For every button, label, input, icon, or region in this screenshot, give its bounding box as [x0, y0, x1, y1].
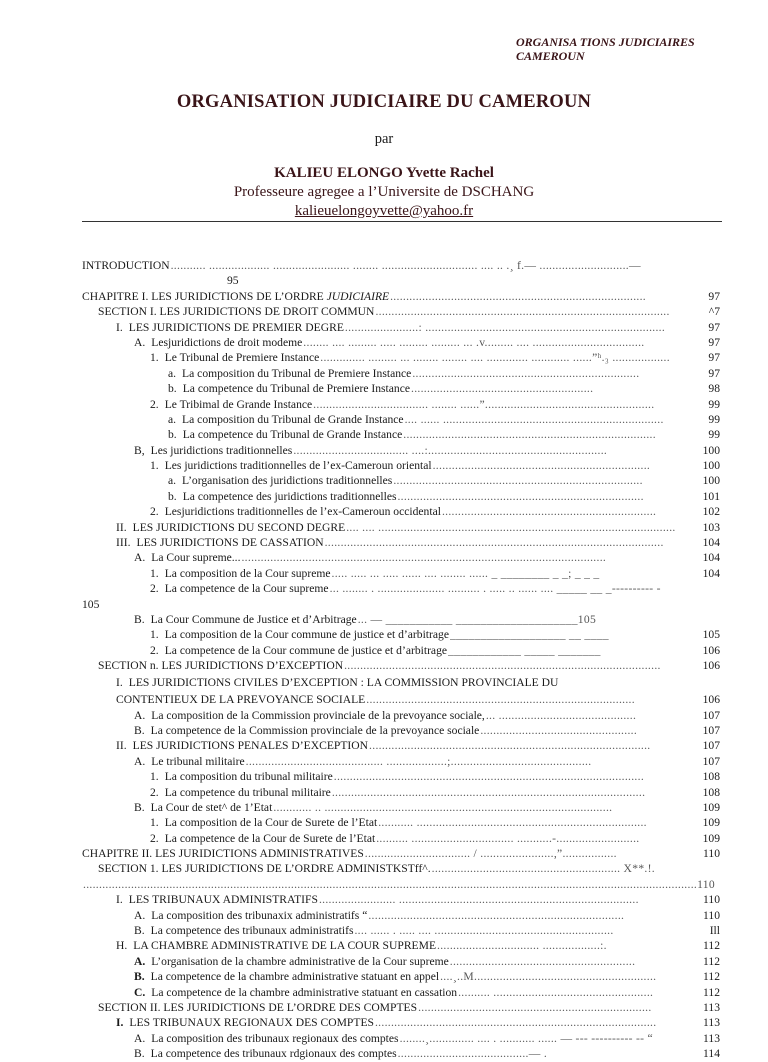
toc-entry-text: 95: [227, 274, 239, 288]
toc-entry[interactable]: [82, 1031, 722, 1046]
toc-entry-text: Le Tribunal de Premiere Instance: [164, 351, 320, 365]
toc-entry-text: La competence des juridictions traditionnelles: [182, 489, 397, 503]
toc-entry-leader: ................................................................................: [368, 908, 625, 922]
toc-entry-text: CONTENTIEUX DE LA PREVOYANCE SOCIALE: [116, 692, 366, 706]
toc-entry-text: LES TRIBUNAUX REGIONAUX DES COMPTES: [129, 1016, 374, 1030]
toc-entry-number: A.: [134, 335, 146, 349]
toc-entry-leader: .......................: ...........................................................................: [344, 320, 666, 334]
toc-entry[interactable]: [82, 800, 722, 815]
toc-entry[interactable]: [82, 427, 722, 442]
toc-entry-number: b.: [168, 382, 177, 396]
toc-entry[interactable]: [82, 581, 722, 596]
toc-entry-label: [134, 908, 367, 923]
toc-entry-number: A.: [134, 908, 146, 922]
toc-entry-leader: .......................................................................: [412, 366, 640, 380]
toc-entry-text: LA CHAMBRE ADMINISTRATIVE DE LA COUR SUPREME: [133, 939, 437, 953]
toc-entry[interactable]: [82, 320, 722, 335]
toc-entry-label: [134, 985, 457, 1000]
by-line: par: [374, 131, 394, 147]
toc-entry-label: [98, 304, 374, 319]
toc-entry-page: 97: [708, 351, 720, 365]
toc-entry-page: 113: [703, 1016, 720, 1030]
toc-entry-text: La competence des tribunaux administratifs: [150, 924, 354, 938]
toc-entry-text: L’organisation des juridictions traditionnelles: [182, 474, 393, 488]
toc-entry[interactable]: [82, 504, 722, 519]
toc-entry-text: La Cour de stet^ de 1’Etat: [150, 800, 273, 814]
toc-entry-text: LES TRIBUNAUX ADMINISTRATIFS: [128, 893, 318, 907]
toc-entry-text-italic: JUDICIAIRE: [326, 289, 390, 303]
toc-entry[interactable]: [82, 1015, 722, 1030]
toc-entry-text: La Cour supreme...: [151, 551, 241, 565]
toc-entry-text: La competence de la chambre administrative statuant en appel: [150, 970, 440, 984]
toc-entry[interactable]: [82, 473, 722, 488]
toc-entry-number: I.: [116, 675, 123, 689]
toc-entry[interactable]: [82, 769, 722, 784]
toc-entry-label: [168, 412, 404, 427]
toc-entry-label: [134, 923, 353, 938]
toc-entry[interactable]: [82, 785, 722, 800]
toc-entry-leader: ..................................................................................................................: [241, 551, 607, 565]
toc-entry[interactable]: [82, 643, 722, 658]
toc-entry-number: 2.: [150, 397, 159, 411]
toc-entry-text: LES JURIDICTIONS DE CASSATION: [136, 536, 324, 550]
toc-entry-page: 107: [702, 739, 720, 753]
toc-entry-text: La composition de la Commission provinciale de la prevoyance sociale,: [151, 708, 485, 722]
toc-entry-label: [134, 723, 479, 738]
toc-entry[interactable]: [82, 612, 722, 627]
toc-entry-page: 100: [702, 443, 720, 457]
toc-entry[interactable]: [82, 723, 722, 738]
toc-entry[interactable]: [82, 350, 722, 365]
toc-entry-leader: ........................................................................................: [374, 1016, 657, 1030]
toc-entry-page: 97: [708, 289, 720, 303]
toc-entry-number: b.: [168, 489, 177, 503]
toc-entry-leader: ..... ..... ... ..... ...... .... ........ ...... _ ________ _ _; _ _ _: [331, 566, 600, 580]
toc-entry-leader: .......... ..................................................: [458, 985, 654, 999]
toc-entry-label: [150, 350, 319, 365]
toc-entry[interactable]: [82, 908, 722, 923]
toc-entry[interactable]: [82, 566, 722, 581]
toc-entry[interactable]: [82, 366, 722, 381]
toc-entry-leader: ....................................................................: [432, 459, 651, 473]
toc-entry-page: Ill: [709, 924, 720, 938]
toc-entry-page: 99: [708, 397, 720, 411]
toc-entry-number: A.: [134, 754, 146, 768]
toc-entry-page: 113: [703, 1031, 720, 1045]
toc-entry-page: 102: [702, 505, 720, 519]
toc-entry[interactable]: [82, 1000, 722, 1015]
toc-entry-leader: .........................................................................: [418, 1000, 652, 1014]
toc-entry-label: [150, 458, 432, 473]
toc-entry-label: [168, 427, 402, 442]
toc-entry-leader: .........................................— .: [397, 1047, 548, 1061]
toc-entry[interactable]: [82, 550, 722, 565]
toc-entry[interactable]: [82, 861, 722, 876]
toc-entry-label: [150, 504, 441, 519]
toc-entry-text: INTRODUCTION: [82, 259, 170, 272]
toc-entry-label: [134, 708, 485, 723]
toc-entry[interactable]: [82, 1046, 722, 1061]
toc-entry-label: [134, 443, 292, 458]
toc-entry[interactable]: [82, 397, 722, 412]
toc-entry-label: [150, 769, 333, 784]
toc-entry-leader: ........................................................... X**.!.: [431, 862, 655, 876]
toc-entry-number: 1.: [150, 566, 159, 580]
toc-entry-number: H.: [116, 939, 128, 953]
toc-entry-label: [98, 861, 431, 876]
toc-entry-text: Lesjuridictions traditionnelles de l’ex-Cameroun occidental: [164, 505, 441, 519]
toc-entry-leader: .................................................: [480, 723, 638, 737]
toc-entry[interactable]: [82, 985, 722, 1000]
toc-entry-number: C.: [134, 985, 146, 999]
toc-entry-leader: ................................ ..................:.: [437, 939, 607, 953]
toc-entry-number: 2.: [150, 505, 159, 519]
toc-entry-number: A.: [134, 1031, 146, 1045]
toc-entry-text: La competence de la chambre administrative statuant en cassation: [151, 985, 458, 999]
toc-entry-text: LES JURIDICTIONS DU SECOND DEGRE: [132, 520, 346, 534]
toc-entry-number: II.: [116, 739, 127, 753]
toc-entry-page: 107: [702, 723, 720, 737]
toc-entry-page: 110: [703, 908, 720, 922]
toc-entry-leader: ...............................................................................: [403, 428, 656, 442]
toc-entry[interactable]: [82, 969, 722, 984]
toc-entry[interactable]: [82, 691, 722, 708]
toc-entry-text: La competence de la Cour commune de justice et d’arbitrage: [164, 643, 448, 657]
toc-entry-page: 113: [703, 1000, 720, 1014]
running-head-line2: CAMEROUN: [516, 49, 585, 63]
toc-entry-label: [150, 581, 329, 596]
toc-entry-number: 1.: [150, 628, 159, 642]
toc-entry-page: 103: [702, 520, 720, 534]
toc-entry-page: 109: [702, 831, 720, 845]
toc-entry-page: 100: [702, 474, 720, 488]
toc-entry-number: 1.: [150, 351, 159, 365]
toc-entry-leader: ____________ _____ _______: [448, 643, 601, 657]
toc-entry-label: [134, 612, 357, 627]
toc-entry-leader: ................................................................................: [390, 289, 646, 303]
toc-entry-label: [150, 785, 331, 800]
toc-entry-leader: ........¸.............. .... . ........... ...... — --- ---------- -- “: [399, 1031, 653, 1045]
toc-entry-number: A.: [134, 551, 146, 565]
toc-entry-label: [150, 815, 377, 830]
toc-entry-text: La composition de la Cour supreme: [164, 566, 331, 580]
toc-entry-text: Le Tribimal de Grande Instance: [164, 397, 313, 411]
toc-entry-leader: ...................................................................: [441, 505, 657, 519]
toc-entry-leader: ................................. / .......................,”.................: [364, 847, 617, 861]
toc-entry-number: I.: [116, 1016, 124, 1030]
toc-entry-leader: .............. ......... ... ........ ........ .... ............. ............ ......”ʰ.₃ ..................: [320, 351, 670, 365]
toc-entry[interactable]: [82, 273, 722, 288]
toc-entry-text: La competence de la Cour de Surete de l’Etat: [164, 831, 376, 845]
toc-entry-text: La composition de la Cour de Surete de l’Etat: [164, 816, 378, 830]
toc-entry[interactable]: [82, 892, 722, 907]
toc-entry-leader: ..........................................................................................................: [324, 536, 664, 550]
toc-entry[interactable]: [82, 381, 722, 396]
toc-entry-label: [134, 954, 449, 969]
toc-entry[interactable]: [82, 674, 722, 691]
toc-entry-label: [134, 969, 439, 984]
toc-entry-number: B.: [134, 970, 145, 984]
toc-entry-number: a.: [168, 366, 177, 380]
toc-entry-page: 99: [708, 428, 720, 442]
toc-entry-text: LES JURIDICTIONS DE PREMIER DEGRE: [128, 320, 344, 334]
toc-entry-leader: .................................................................................................: [333, 770, 645, 784]
toc-entry[interactable]: [82, 520, 722, 535]
toc-entry-page: 112: [703, 954, 720, 968]
toc-entry-leader: ............ .. ..........................................................................................: [273, 800, 613, 814]
toc-entry-text: 105: [82, 597, 100, 611]
toc-entry-number: a.: [168, 474, 177, 488]
toc-entry-page: 110: [703, 893, 720, 907]
toc-entry-leader: ..............................................................................: [393, 474, 643, 488]
toc-entry-text: Lesjuridictions de droit modeme: [151, 335, 303, 349]
toc-entry-text: SECTION 1. LES JURIDICTIONS DE L’ORDRE ADMINISTKSTff^.: [98, 862, 431, 876]
toc-entry-label: [116, 738, 368, 753]
toc-entry-label: [150, 643, 447, 658]
toc-entry-number: B.: [134, 1047, 145, 1061]
toc-entry-text: SECTION II. LES JURIDICTIONS DE L’ORDRE DES COMPTES: [98, 1000, 418, 1014]
toc-entry-number: B,: [134, 443, 145, 457]
toc-entry-label: [168, 366, 411, 381]
toc-entry-leader: ................................................................................................................................................................................................110: [83, 877, 715, 891]
toc-entry-page: 106: [702, 659, 720, 673]
toc-entry-leader: ............................................................................................: [375, 305, 670, 319]
toc-entry-number: 1.: [150, 816, 159, 830]
running-head: [516, 35, 695, 63]
toc-entry-number: I.: [116, 893, 123, 907]
toc-entry-leader: .............................................................................: [397, 489, 644, 503]
toc-entry-label: [116, 1015, 374, 1030]
title-divider: [82, 221, 722, 222]
toc-entry-leader: .... .... .............................................................................................: [346, 520, 676, 534]
toc-entry-page: 97: [708, 320, 720, 334]
toc-entry-page: 105: [702, 628, 720, 642]
toc-entry-number: a.: [168, 412, 177, 426]
toc-entry-text: La composition des tribunaux regionaux des comptes: [151, 1031, 399, 1045]
toc-entry-page: 107: [702, 708, 720, 722]
toc-entry-leader: ....¸..M.........................................................: [440, 970, 657, 984]
toc-entry-label: [116, 520, 345, 535]
toc-entry-leader: .......... ................................ ...........-..........................: [376, 831, 640, 845]
toc-entry-leader: ... ...........................................: [485, 708, 637, 722]
toc-entry-page: 109: [702, 816, 720, 830]
toc-entry-number: A.: [134, 954, 146, 968]
toc-entry-label: [116, 674, 558, 691]
toc-entry-leader: ........ .... ......... ..... ......... ......... ... .v......... .... ...................................: [303, 335, 645, 349]
toc-entry-label: [116, 535, 324, 550]
toc-entry-number: A.: [134, 708, 146, 722]
toc-entry[interactable]: [82, 489, 722, 504]
toc-entry-page: 107: [702, 754, 720, 768]
document-title: ORGANISATION JUDICIAIRE DU CAMEROUN: [176, 92, 592, 112]
toc-entry-page: 100: [702, 459, 720, 473]
author-affiliation: Professeure agregee a l’Universite de DSCHANG: [233, 184, 535, 200]
toc-entry-label: [150, 566, 331, 581]
toc-entry-text: La competence des tribunaux rdgionaux des comptes: [150, 1047, 397, 1061]
toc-entry-number: 1.: [150, 459, 159, 473]
toc-entry-number: 2.: [150, 643, 159, 657]
toc-entry-page: 106: [702, 692, 720, 706]
toc-entry-page: 99: [708, 412, 720, 426]
toc-entry-label: [82, 597, 99, 612]
toc-entry-text: La competence du tribunal militaire: [164, 785, 331, 799]
toc-entry-page: 106: [702, 643, 720, 657]
toc-entry-page: 108: [702, 785, 720, 799]
table-of-contents: [82, 258, 722, 1062]
toc-entry[interactable]: [82, 443, 722, 458]
toc-entry-page: 97: [708, 335, 720, 349]
toc-entry-leader: .................................... ....:........................................................: [293, 443, 608, 457]
toc-entry-number: B.: [134, 800, 145, 814]
toc-entry-page: 101: [702, 489, 720, 503]
toc-entry-number: I.: [116, 320, 123, 334]
toc-entry-label: [98, 658, 343, 673]
toc-entry[interactable]: [82, 597, 722, 612]
toc-entry-leader: ........................ ...........................................................................: [318, 893, 639, 907]
toc-entry-label: [134, 800, 272, 815]
toc-entry[interactable]: [82, 923, 722, 938]
toc-entry-label: [150, 831, 375, 846]
toc-entry[interactable]: [82, 627, 722, 642]
toc-entry-text: LES JURIDICTIONS CIVILES D’EXCEPTION : LA COMMISSION PROVINCIALE DU: [128, 675, 559, 689]
toc-entry-page: ^7: [708, 305, 720, 319]
toc-entry[interactable]: [82, 335, 722, 350]
toc-entry[interactable]: [82, 535, 722, 550]
toc-entry-label: [116, 938, 436, 953]
toc-entry-text: Les juridictions traditionnelles: [150, 443, 293, 457]
toc-entry-leader: ........... ................... ........................ ........ .............................. .... .. .¸ f.— ............................—: [170, 259, 641, 272]
toc-entry-text: LES JURIDICTIONS PENALES D’EXCEPTION: [132, 739, 369, 753]
author-email-link[interactable]: kalieuelongoyvette@yahoo.fr: [294, 203, 474, 219]
toc-entry-number: B.: [134, 612, 145, 626]
toc-entry[interactable]: [82, 846, 722, 861]
toc-entry-leader: ..................................................................................................: [331, 785, 646, 799]
toc-entry-text: SECTION n. LES JURIDICTIONS D’EXCEPTION: [98, 659, 344, 673]
toc-entry-text: La competence du Tribunal de Premiere Instance: [182, 382, 410, 396]
toc-entry-page: 109: [702, 800, 720, 814]
author-name: KALIEU ELONGO Yvette Rachel: [274, 165, 494, 181]
toc-entry-text: CHAPITRE I. LES JURIDICTIONS DE L’ORDRE: [82, 289, 327, 303]
toc-entry[interactable]: [82, 954, 722, 969]
toc-entry-label: [168, 381, 410, 396]
running-head-line1: ORGANISA TIONS JUDICIAIRES: [516, 35, 695, 49]
toc-entry-text: La competence du Tribunal de Grande Instance: [182, 428, 403, 442]
toc-entry-number: 2.: [150, 785, 159, 799]
toc-entry-leader: ___________________ __ ____: [449, 628, 609, 642]
toc-entry-page: 110: [703, 847, 720, 861]
toc-entry[interactable]: [82, 658, 722, 673]
toc-entry-text: L’organisation de la chambre administrative de la Cour supreme: [151, 954, 449, 968]
toc-entry-label: [134, 1031, 399, 1046]
toc-entry-text: La composition des tribunaxix administratifs “: [151, 908, 368, 922]
toc-entry-label: [82, 846, 364, 861]
toc-entry-leader: ...................................................................................................: [344, 659, 661, 673]
toc-entry-text: La composition de la Cour commune de justice et d’arbitrage: [164, 628, 449, 642]
toc-entry-label: [82, 289, 389, 304]
toc-entry-label: [227, 273, 239, 288]
toc-entry-label: [134, 754, 245, 769]
toc-entry-number: b.: [168, 428, 177, 442]
toc-entry[interactable]: [82, 754, 722, 769]
toc-entry-leader: ... ........ . ..................... .......... . ..... .. ...... .... _____ __ _---------- -: [329, 582, 661, 596]
toc-entry-text: CHAPITRE II. LES JURIDICTIONS ADMINISTRATIVES: [82, 847, 364, 861]
toc-entry-label: [168, 473, 392, 488]
toc-entry-leader: .................................... ........ ......”.....................................................: [313, 397, 655, 411]
toc-entry-page: 98: [708, 382, 720, 396]
toc-entry-text: Les juridictions traditionnelles de l’ex-Cameroun oriental: [164, 459, 432, 473]
toc-entry-page: 104: [702, 536, 720, 550]
toc-entry-page: 112: [703, 970, 720, 984]
toc-entry-label: [134, 335, 302, 350]
toc-entry-label: [134, 1046, 397, 1061]
toc-entry-page: 104: [702, 566, 720, 580]
toc-entry-text: SECTION I. LES JURIDICTIONS DE DROIT COMMUN: [98, 305, 375, 319]
toc-entry[interactable]: [82, 815, 722, 830]
toc-entry-leader: .... ...... . ..... .... ........................................................: [354, 924, 614, 938]
toc-entry-page: 114: [703, 1047, 720, 1061]
toc-entry[interactable]: [82, 738, 722, 753]
toc-entry-number: 1.: [150, 770, 159, 784]
toc-entry-number: II.: [116, 520, 127, 534]
toc-entry-number: B.: [134, 723, 145, 737]
toc-entry-number: B.: [134, 924, 145, 938]
toc-entry-leader: ..........................................................: [449, 954, 636, 968]
toc-entry-leader: .........................................................: [411, 382, 594, 396]
toc-entry[interactable]: [82, 877, 722, 892]
toc-entry-page: 112: [703, 939, 720, 953]
toc-entry-page: 97: [708, 366, 720, 380]
toc-entry-text: La composition du Tribunal de Grande Instance: [182, 412, 404, 426]
toc-entry-text: La composition du Tribunal de Premiere Instance: [182, 366, 412, 380]
toc-entry-number: III.: [116, 536, 131, 550]
toc-entry[interactable]: [82, 831, 722, 846]
toc-entry[interactable]: [82, 708, 722, 723]
toc-entry-label: [98, 1000, 417, 1015]
toc-entry[interactable]: [82, 289, 722, 304]
toc-entry-page: 112: [703, 985, 720, 999]
toc-entry[interactable]: [82, 412, 722, 427]
toc-entry-label: [82, 258, 170, 273]
toc-entry-label: [116, 892, 318, 907]
toc-entry-text: La composition du tribunal militaire: [164, 770, 333, 784]
toc-entry-text: La competence de la Cour supreme: [164, 582, 329, 596]
toc-entry-text: La competence de la Commission provinciale de la prevoyance sociale: [150, 723, 480, 737]
toc-entry-number: 2.: [150, 582, 159, 596]
toc-entry-text: La Cour Commune de Justice et d’Arbitrage: [150, 612, 357, 626]
toc-entry-leader: ........................................... ...................;............................................: [245, 754, 592, 768]
toc-entry[interactable]: [82, 258, 722, 273]
toc-entry-number: 2.: [150, 831, 159, 845]
toc-entry-leader: ... — ___________ ____________________105: [357, 612, 597, 626]
toc-entry[interactable]: [82, 458, 722, 473]
toc-entry-page: 104: [702, 551, 720, 565]
toc-entry-leader: ........... ........................................................................: [378, 816, 647, 830]
toc-entry-label: [116, 691, 365, 708]
toc-entry[interactable]: [82, 304, 722, 319]
toc-entry-label: [134, 550, 240, 565]
toc-entry-label: [150, 627, 449, 642]
toc-entry-leader: .... ...... .....................................................................: [404, 412, 664, 426]
toc-entry-leader: ........................................................................................: [369, 739, 651, 753]
toc-entry-label: [116, 320, 344, 335]
toc-entry[interactable]: [82, 938, 722, 953]
toc-entry-label: [150, 397, 312, 412]
toc-entry-label: [168, 489, 396, 504]
toc-entry-text: Le tribunal militaire: [151, 754, 245, 768]
toc-entry-page: 108: [702, 770, 720, 784]
toc-entry-leader: ....................................................................................: [366, 692, 635, 706]
